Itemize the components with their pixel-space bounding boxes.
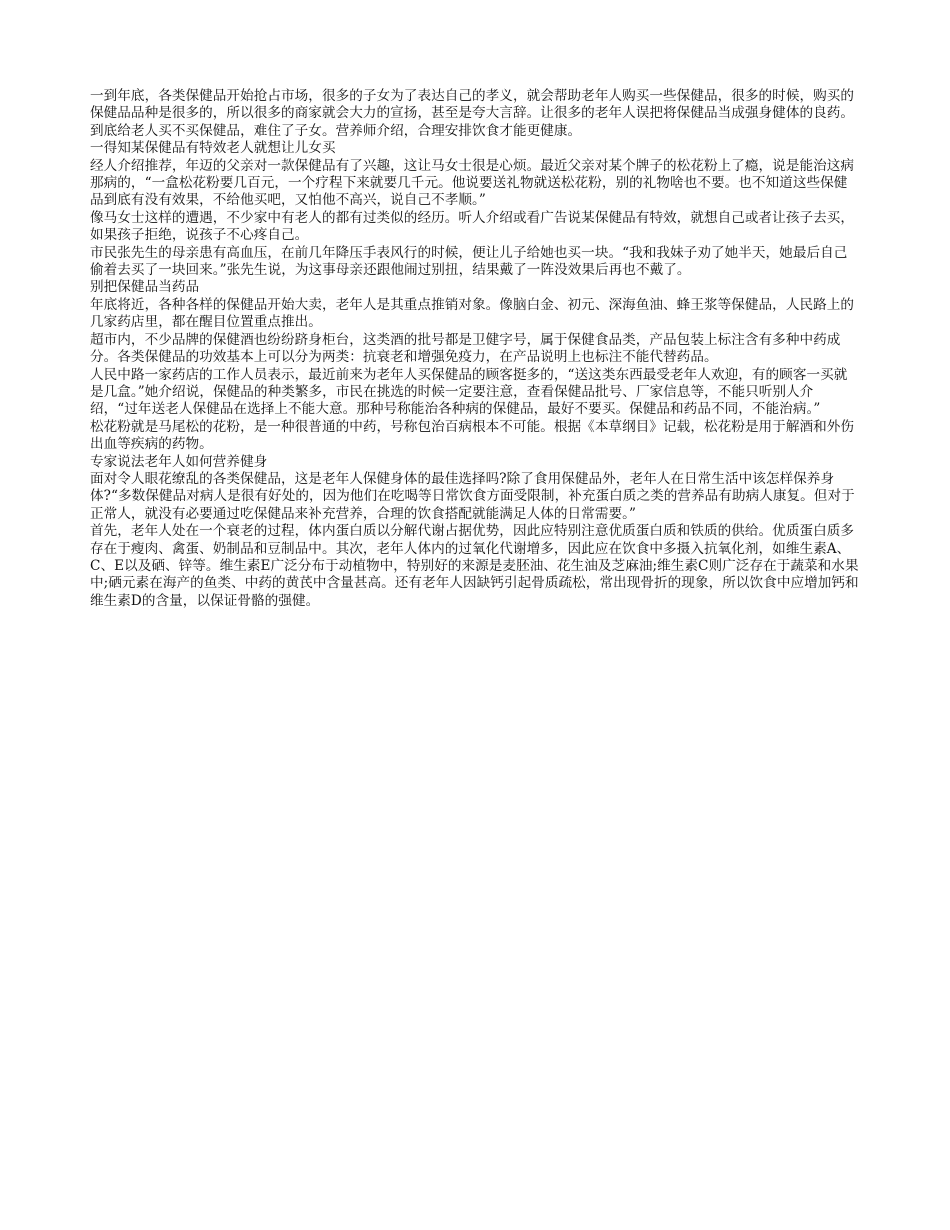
paragraph-ma-story: 经人介绍推荐，年迈的父亲对一款保健品有了兴趣，这让马女士很是心烦。最近父亲对某个牌子的松花粉上了瘾，说是能治这病那病的，“一盒松花粉要几百元，一个疗程下来就要几千元。他说要送礼物就送松花粉，别的礼物啥也不要。也不知道这些保健品到底有没有效果，不给他买吧，又怕他不高兴，说自己不孝顺。” <box>90 157 855 209</box>
paragraph-similar-experience: 像马女士这样的遭遇，不少家中有老人的都有过类似的经历。听人介绍或看广告说某保健品有特效，就想自己或者让孩子去买，如果孩子拒绝，说孩子不心疼自己。 <box>90 209 855 244</box>
article-body <box>90 88 860 610</box>
intro-paragraph: 一到年底，各类保健品开始抢占市场，很多的子女为了表达自己的孝义，就会帮助老年人购买一些保健品，很多的时候，购买的保健品品种是很多的，所以很多的商家就会大力的宣扬，甚至是夸大言辞。让很多的老年人误把将保健品当成强身健体的良药。到底给老人买不买保健品，难住了子女。营养师介绍，合理安排饮食才能更健康。 <box>90 88 855 139</box>
section-heading-not-medicine: 别把保健品当药品 <box>90 279 200 296</box>
section-heading-expert-advice: 专家说法老年人如何营养健身 <box>90 453 268 470</box>
paragraph-zhang-story: 市民张先生的母亲患有高血压，在前几年降压手表风行的时候，便让儿子给她也买一块。“我和我妹子劝了她半天，她最后自己偷着去买了一块回来。”张先生说，为这事母亲还跟他闹过别扭，结果戴了一阵没效果后再也不戴了。 <box>90 244 848 279</box>
paragraph-best-choice: 面对令人眼花缭乱的各类保健品，这是老年人保健身体的最佳选择吗?除了食用保健品外，老年人在日常生活中该怎样保养身体?“多数保健品对病人是很有好处的，因为他们在吃喝等日常饮食方面受限制，补充蛋白质之类的营养品有助病人康复。但对于正常人，就没有必要通过吃保健品来补充营养，合理的饮食搭配就能满足人体的日常需要。” <box>90 470 855 522</box>
section-heading-special-effect: 一得知某保健品有特效老人就想让儿女买 <box>90 140 336 157</box>
paragraph-pharmacy-staff: 人民中路一家药店的工作人员表示，最近前来为老年人买保健品的顾客挺多的，“送这类东西最受老年人欢迎，有的顾客一买就是几盒。”她介绍说，保健品的种类繁多，市民在挑选的时候一定要注意，查看保健品批号、厂家信息等，不能只听别人介绍，“过年送老人保健品在选择上不能大意。那种号称能治各种病的保健品，最好不要买。保健品和药品不同，不能治病。” <box>90 366 848 418</box>
paragraph-supermarket-wine: 超市内，不少品牌的保健酒也纷纷跻身柜台，这类酒的批号都是卫健字号，属于保健食品类，产品包装上标注含有多种中药成分。各类保健品的功效基本上可以分为两类：抗衰老和增强免疫力，在产品说明上也标注不能代替药品。 <box>90 331 841 366</box>
paragraph-nutrition-advice: 首先，老年人处在一个衰老的过程，体内蛋白质以分解代谢占据优势，因此应特别注意优质蛋白质和铁质的供给。优质蛋白质多存在于瘦肉、禽蛋、奶制品和豆制品中。其次，老年人体内的过氧化代谢增多，因此应在饮食中多摄入抗氧化剂，如维生素A、C、E以及硒、锌等。维生素E广泛分布于动植物中，特别好的来源是麦胚油、花生油及芝麻油;维生素C则广泛存在于蔬菜和水果中;硒元素在海产的鱼类、中药的黄芪中含量甚高。还有老年人因缺钙引起骨质疏松，常出现骨折的现象，所以饮食中应增加钙和维生素D的含量，以保证骨骼的强健。 <box>90 523 859 609</box>
paragraph-pine-pollen: 松花粉就是马尾松的花粉，是一种很普通的中药，号称包治百病根本不可能。根据《本草纲目》记载，松花粉是用于解酒和外伤出血等疾病的药物。 <box>90 418 855 453</box>
paragraph-year-end-sales: 年底将近，各种各样的保健品开始大卖，老年人是其重点推销对象。像脑白金、初元、深海鱼油、蜂王浆等保健品，人民路上的几家药店里，都在醒目位置重点推出。 <box>90 296 855 331</box>
